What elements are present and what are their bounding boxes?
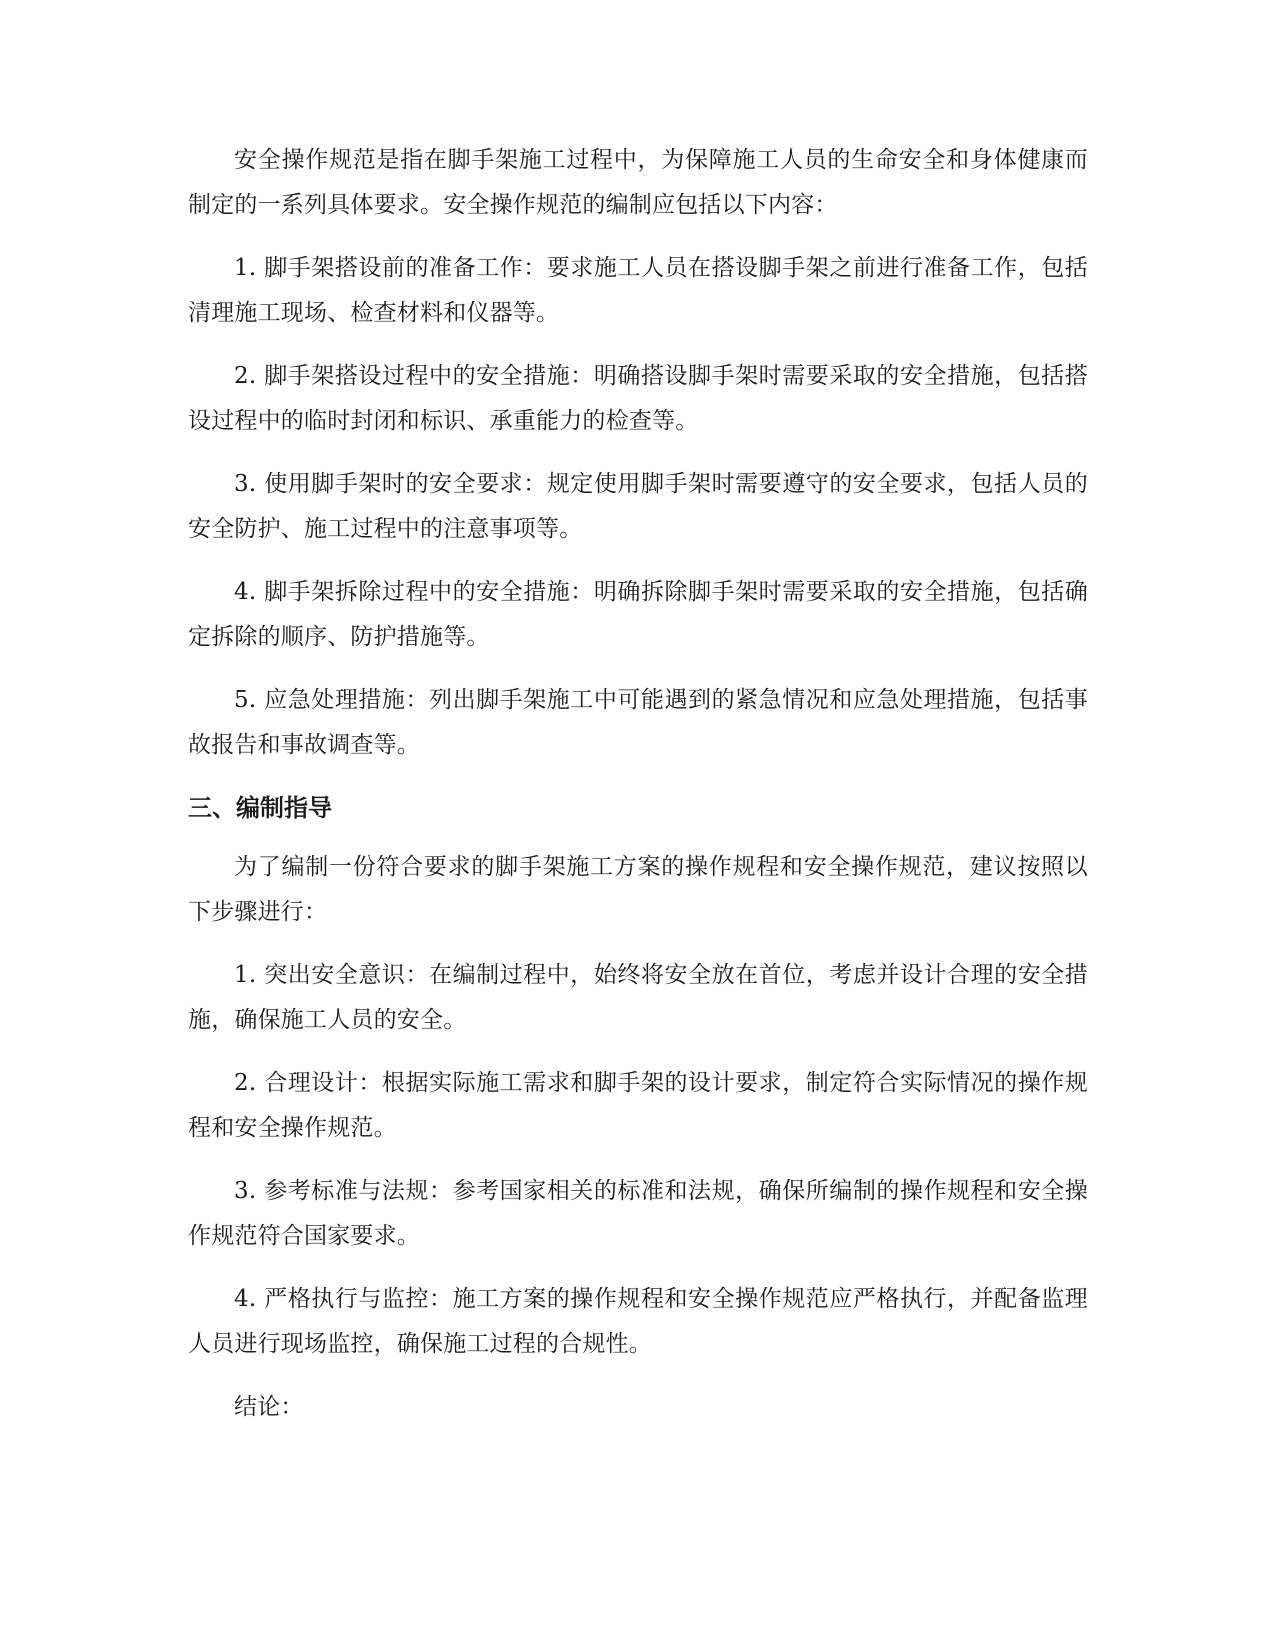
safety-item-4: 4. 脚手架拆除过程中的安全措施：明确拆除脚手架时需要采取的安全措施，包括确定拆除的顺序、防护措施等。 — [188, 579, 1088, 650]
guide-intro-paragraph: 为了编制一份符合要求的脚手架施工方案的操作规程和安全操作规范，建议按照以下步骤进行： — [188, 854, 1088, 925]
guide-item-1: 1. 突出安全意识：在编制过程中，始终将安全放在首位，考虑并设计合理的安全措施，确保施工人员的安全。 — [188, 962, 1088, 1033]
conclusion-label: 结论： — [234, 1394, 304, 1420]
guide-item-2: 2. 合理设计：根据实际施工需求和脚手架的设计要求，制定符合实际情况的操作规程和安全操作规范。 — [188, 1070, 1088, 1141]
document-page — [188, 138, 1088, 1448]
safety-item-5: 5. 应急处理措施：列出脚手架施工中可能遇到的紧急情况和应急处理措施，包括事故报告和事故调查等。 — [188, 687, 1088, 758]
section-heading: 三、编制指导 — [188, 794, 332, 822]
safety-item-1: 1. 脚手架搭设前的准备工作：要求施工人员在搭设脚手架之前进行准备工作，包括清理施工现场、检查材料和仪器等。 — [188, 255, 1088, 326]
safety-item-3: 3. 使用脚手架时的安全要求：规定使用脚手架时需要遵守的安全要求，包括人员的安全防护、施工过程中的注意事项等。 — [188, 471, 1088, 542]
guide-item-4: 4. 严格执行与监控：施工方案的操作规程和安全操作规范应严格执行，并配备监理人员进行现场监控，确保施工过程的合规性。 — [188, 1286, 1088, 1357]
intro-paragraph: 安全操作规范是指在脚手架施工过程中，为保障施工人员的生命安全和身体健康而制定的一系列具体要求。安全操作规范的编制应包括以下内容： — [188, 147, 1088, 218]
guide-item-3: 3. 参考标准与法规：参考国家相关的标准和法规，确保所编制的操作规程和安全操作规范符合国家要求。 — [188, 1178, 1088, 1249]
safety-item-2: 2. 脚手架搭设过程中的安全措施：明确搭设脚手架时需要采取的安全措施，包括搭设过程中的临时封闭和标识、承重能力的检查等。 — [188, 363, 1088, 434]
